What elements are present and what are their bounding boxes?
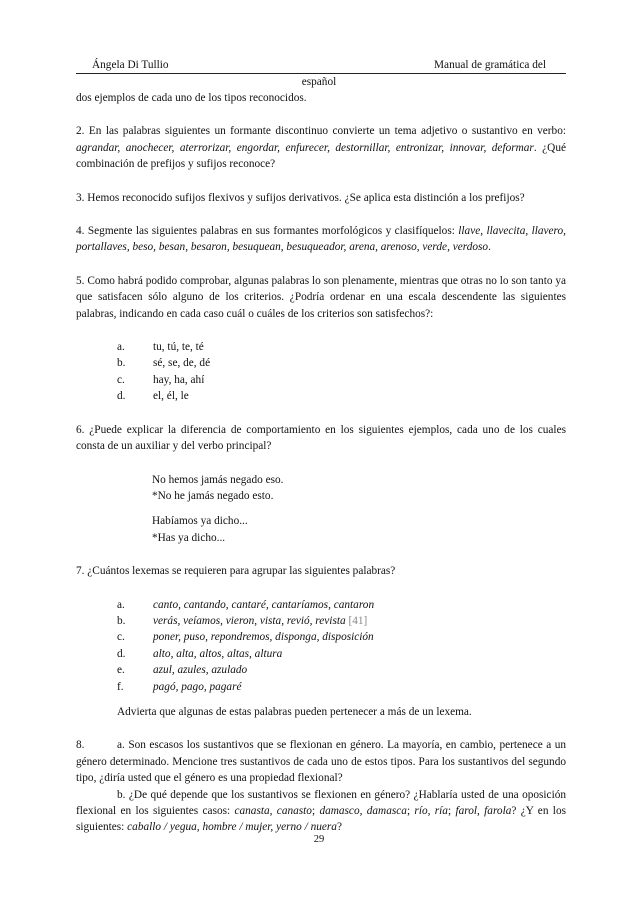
list-item: e. azul, azules, azulado (117, 664, 248, 677)
q7-note: Advierta que algunas de estas palabras pueden pertenecer a más de un lexema. (117, 705, 472, 718)
list-item: f. pagó, pago, pagaré (117, 680, 242, 693)
example-sentence: Habíamos ya dicho... (152, 515, 248, 528)
example-sentence: No hemos jamás negado eso. (152, 473, 284, 486)
list-item: b. verás, veíamos, vieron, vista, revió, revista [41] (117, 613, 566, 629)
question-3: 3. Hemos reconocido sufijos flexivos y sufijos derivativos. ¿Se aplica esta distinción a los prefijos? (76, 191, 525, 204)
question-8b: b. ¿De qué depende que los sustantivos se flexionen en género? ¿Hablaría usted de una oposición flexional en los siguientes casos: canasta, canasto; damasco, damasca; río, ría; farol, farola? ¿Y en los siguientes: caballo / yegua, hombre / mujer, yerno / nuera? (76, 788, 566, 834)
question-8a: 8. a. Son escasos los sustantivos que se flexionan en género. La mayoría, en cambio, pertenece a un género determinado. Mencione tres sustantivos de cada uno de estos tipos. Para los sustantivos del segundo tipo, ¿diría usted que el género es una propiedad flexional? (76, 739, 566, 785)
header-title-continuation: español (301, 76, 337, 88)
q7-list (76, 597, 566, 695)
q4-word-list: llave, llavecita, llavero, portallaves, beso, besan, besaron, besuquean, besuqueador, arena, arenoso, verde, verdoso (76, 225, 566, 254)
header-title: Manual de gramática del (434, 59, 546, 71)
header-author: Ángela Di Tullio (92, 59, 169, 71)
question-6: 6. ¿Puede explicar la diferencia de comportamiento en los siguientes ejemplos, cada uno de los cuales consta de un auxiliar y del verbo principal? (76, 423, 566, 453)
exercise-body (76, 90, 566, 836)
paragraph-continuation: dos ejemplos de cada uno de los tipos reconocidos. (76, 92, 307, 104)
example-sentence: *Has ya dicho... (152, 531, 226, 544)
example-sentence: *No he jamás negado esto. (152, 489, 274, 502)
list-item: a. tu, tú, te, té (117, 341, 204, 354)
question-7: 7. ¿Cuántos lexemas se requieren para agrupar las siguientes palabras? (76, 565, 396, 578)
list-item: b. sé, se, de, dé (117, 357, 211, 370)
page-reference: [41] (348, 614, 368, 627)
list-item: d. alto, alta, altos, altas, altura (117, 647, 283, 660)
q5-list (76, 339, 566, 405)
list-item: a. canto, cantando, cantaré, cantaríamos, cantaron (117, 598, 375, 611)
page-number: 29 (313, 834, 325, 845)
running-header (76, 57, 566, 74)
list-item: c. poner, puso, repondremos, disponga, disposición (117, 631, 374, 644)
question-2: 2. En las palabras siguientes un formante discontinuo convierte un tema adjetivo o sustantivo en verbo: agrandar, anochecer, aterrorizar, engordar, enfurecer, destornillar, entronizar, innovar, deformar. ¿Qué combinación de prefijos y sufijos reconoce? (76, 125, 567, 171)
question-4: 4. Segmente las siguientes palabras en sus formantes morfológicos y clasifíquelos: llave, llavecita, llavero, portallaves, beso, besan, besaron, besuquean, besuqueador, arena, arenoso, verde, verdoso. (76, 225, 566, 254)
q2-word-list: agrandar, anochecer, aterrorizar, engordar, enfurecer, destornillar, entronizar, innovar, deformar (76, 141, 534, 154)
list-item: c. hay, ha, ahí (117, 373, 205, 386)
list-item: d. el, él, le (117, 390, 189, 403)
question-5: 5. Como habrá podido comprobar, algunas palabras lo son plenamente, mientras que otras no lo son tanto ya que satisfacen sólo alguno de los criterios. ¿Podría ordenar en una escala descendente las siguientes palabras, indicando en cada caso cuál o cuáles de los criterios son satisfechos?: (76, 274, 566, 320)
